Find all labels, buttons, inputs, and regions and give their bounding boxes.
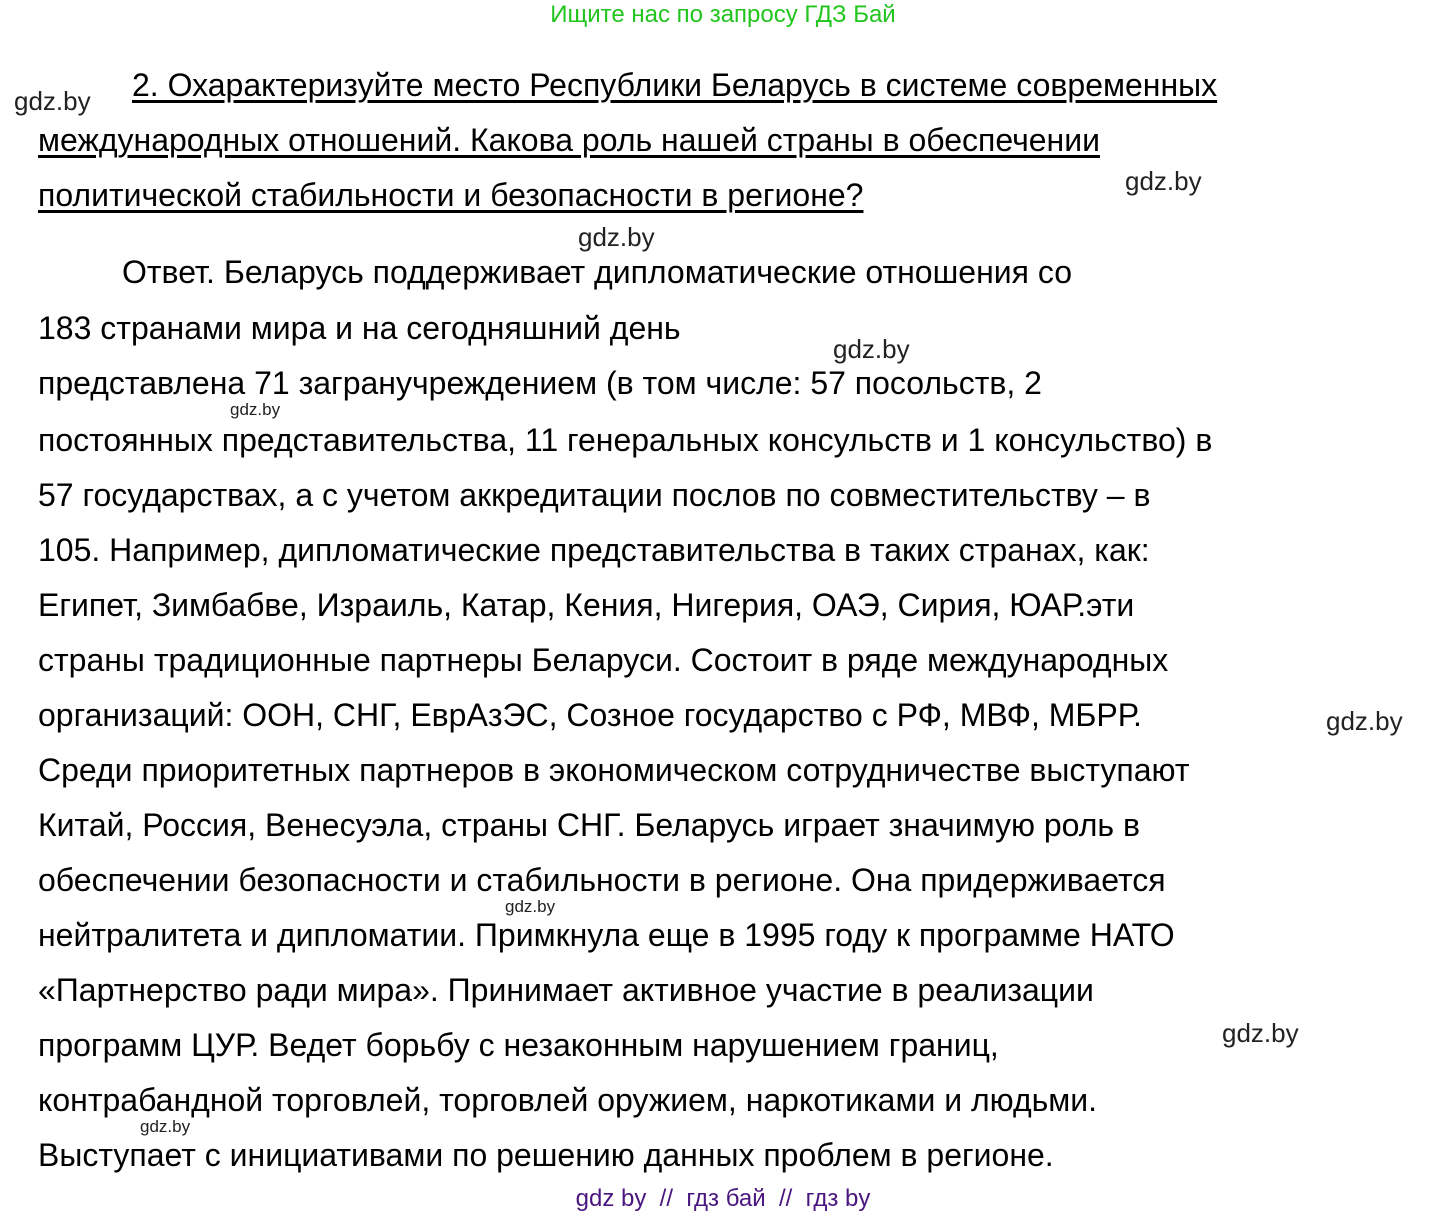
answer-line: обеспечении безопасности и стабильности в регионе. Она придерживается [38,862,1166,898]
search-hint: Ищите нас по запросу ГДЗ Бай [550,1,896,28]
answer-line: 57 государствах, а с учетом аккредитации послов по совместительству – в [38,477,1151,513]
answer-line: Египет, Зимбабве, Израиль, Катар, Кения, Нигерия, ОАЭ, Сирия, ЮАР.эти [38,587,1135,623]
answer-line: Среди приоритетных партнеров в экономическом сотрудничестве выступают [38,752,1190,788]
answer-line: страны традиционные партнеры Беларуси. Состоит в ряде международных [38,642,1169,678]
watermark: gdz.by [505,897,556,916]
watermark: gdz.by [578,222,655,252]
answer-line: Выступает с инициативами по решению данных проблем в регионе. [38,1137,1054,1173]
watermark: gdz.by [833,334,910,364]
watermark: gdz.by [230,400,281,419]
watermark: gdz.by [140,1117,191,1136]
answer-line: 105. Например, дипломатические представительства в таких странах, как: [38,532,1150,568]
question-line-3: политической стабильности и безопасности в регионе? [38,177,864,213]
answer-line: нейтралитета и дипломатии. Примкнула еще в 1995 году к программе НАТО [38,917,1175,953]
watermark: gdz.by [1222,1018,1299,1048]
watermark: gdz.by [1326,706,1403,736]
answer-line: Китай, Россия, Венесуэла, страны СНГ. Беларусь играет значимую роль в [38,807,1140,843]
footer-links: gdz by // гдз бай // гдз by [575,1185,871,1212]
answer-line: контрабандной торговлей, торговлей оружием, наркотиками и людьми. [38,1082,1098,1118]
question-line-2: международных отношений. Какова роль нашей страны в обеспечении [38,122,1100,158]
watermark: gdz.by [1125,166,1202,196]
answer-line: «Партнерство ради мира». Принимает активное участие в реализации [38,972,1094,1008]
answer-line: постоянных представительства, 11 генеральных консульств и 1 консульство) в [38,422,1213,458]
answer-line: Ответ. Беларусь поддерживает дипломатические отношения со [122,254,1072,290]
question-line-1: 2. Охарактеризуйте место Республики Беларусь в системе современных [132,67,1218,103]
answer-line: 183 странами мира и на сегодняшний день [38,310,681,346]
answer-line: представлена 71 загранучреждением (в том числе: 57 посольств, 2 [38,365,1042,401]
watermark: gdz.by [14,86,91,116]
answer-line: программ ЦУР. Ведет борьбу с незаконным нарушением границ, [38,1027,999,1063]
answer-line: организаций: ООН, СНГ, ЕврАзЭС, Созное государство с РФ, МВФ, МБРР. [38,697,1142,733]
